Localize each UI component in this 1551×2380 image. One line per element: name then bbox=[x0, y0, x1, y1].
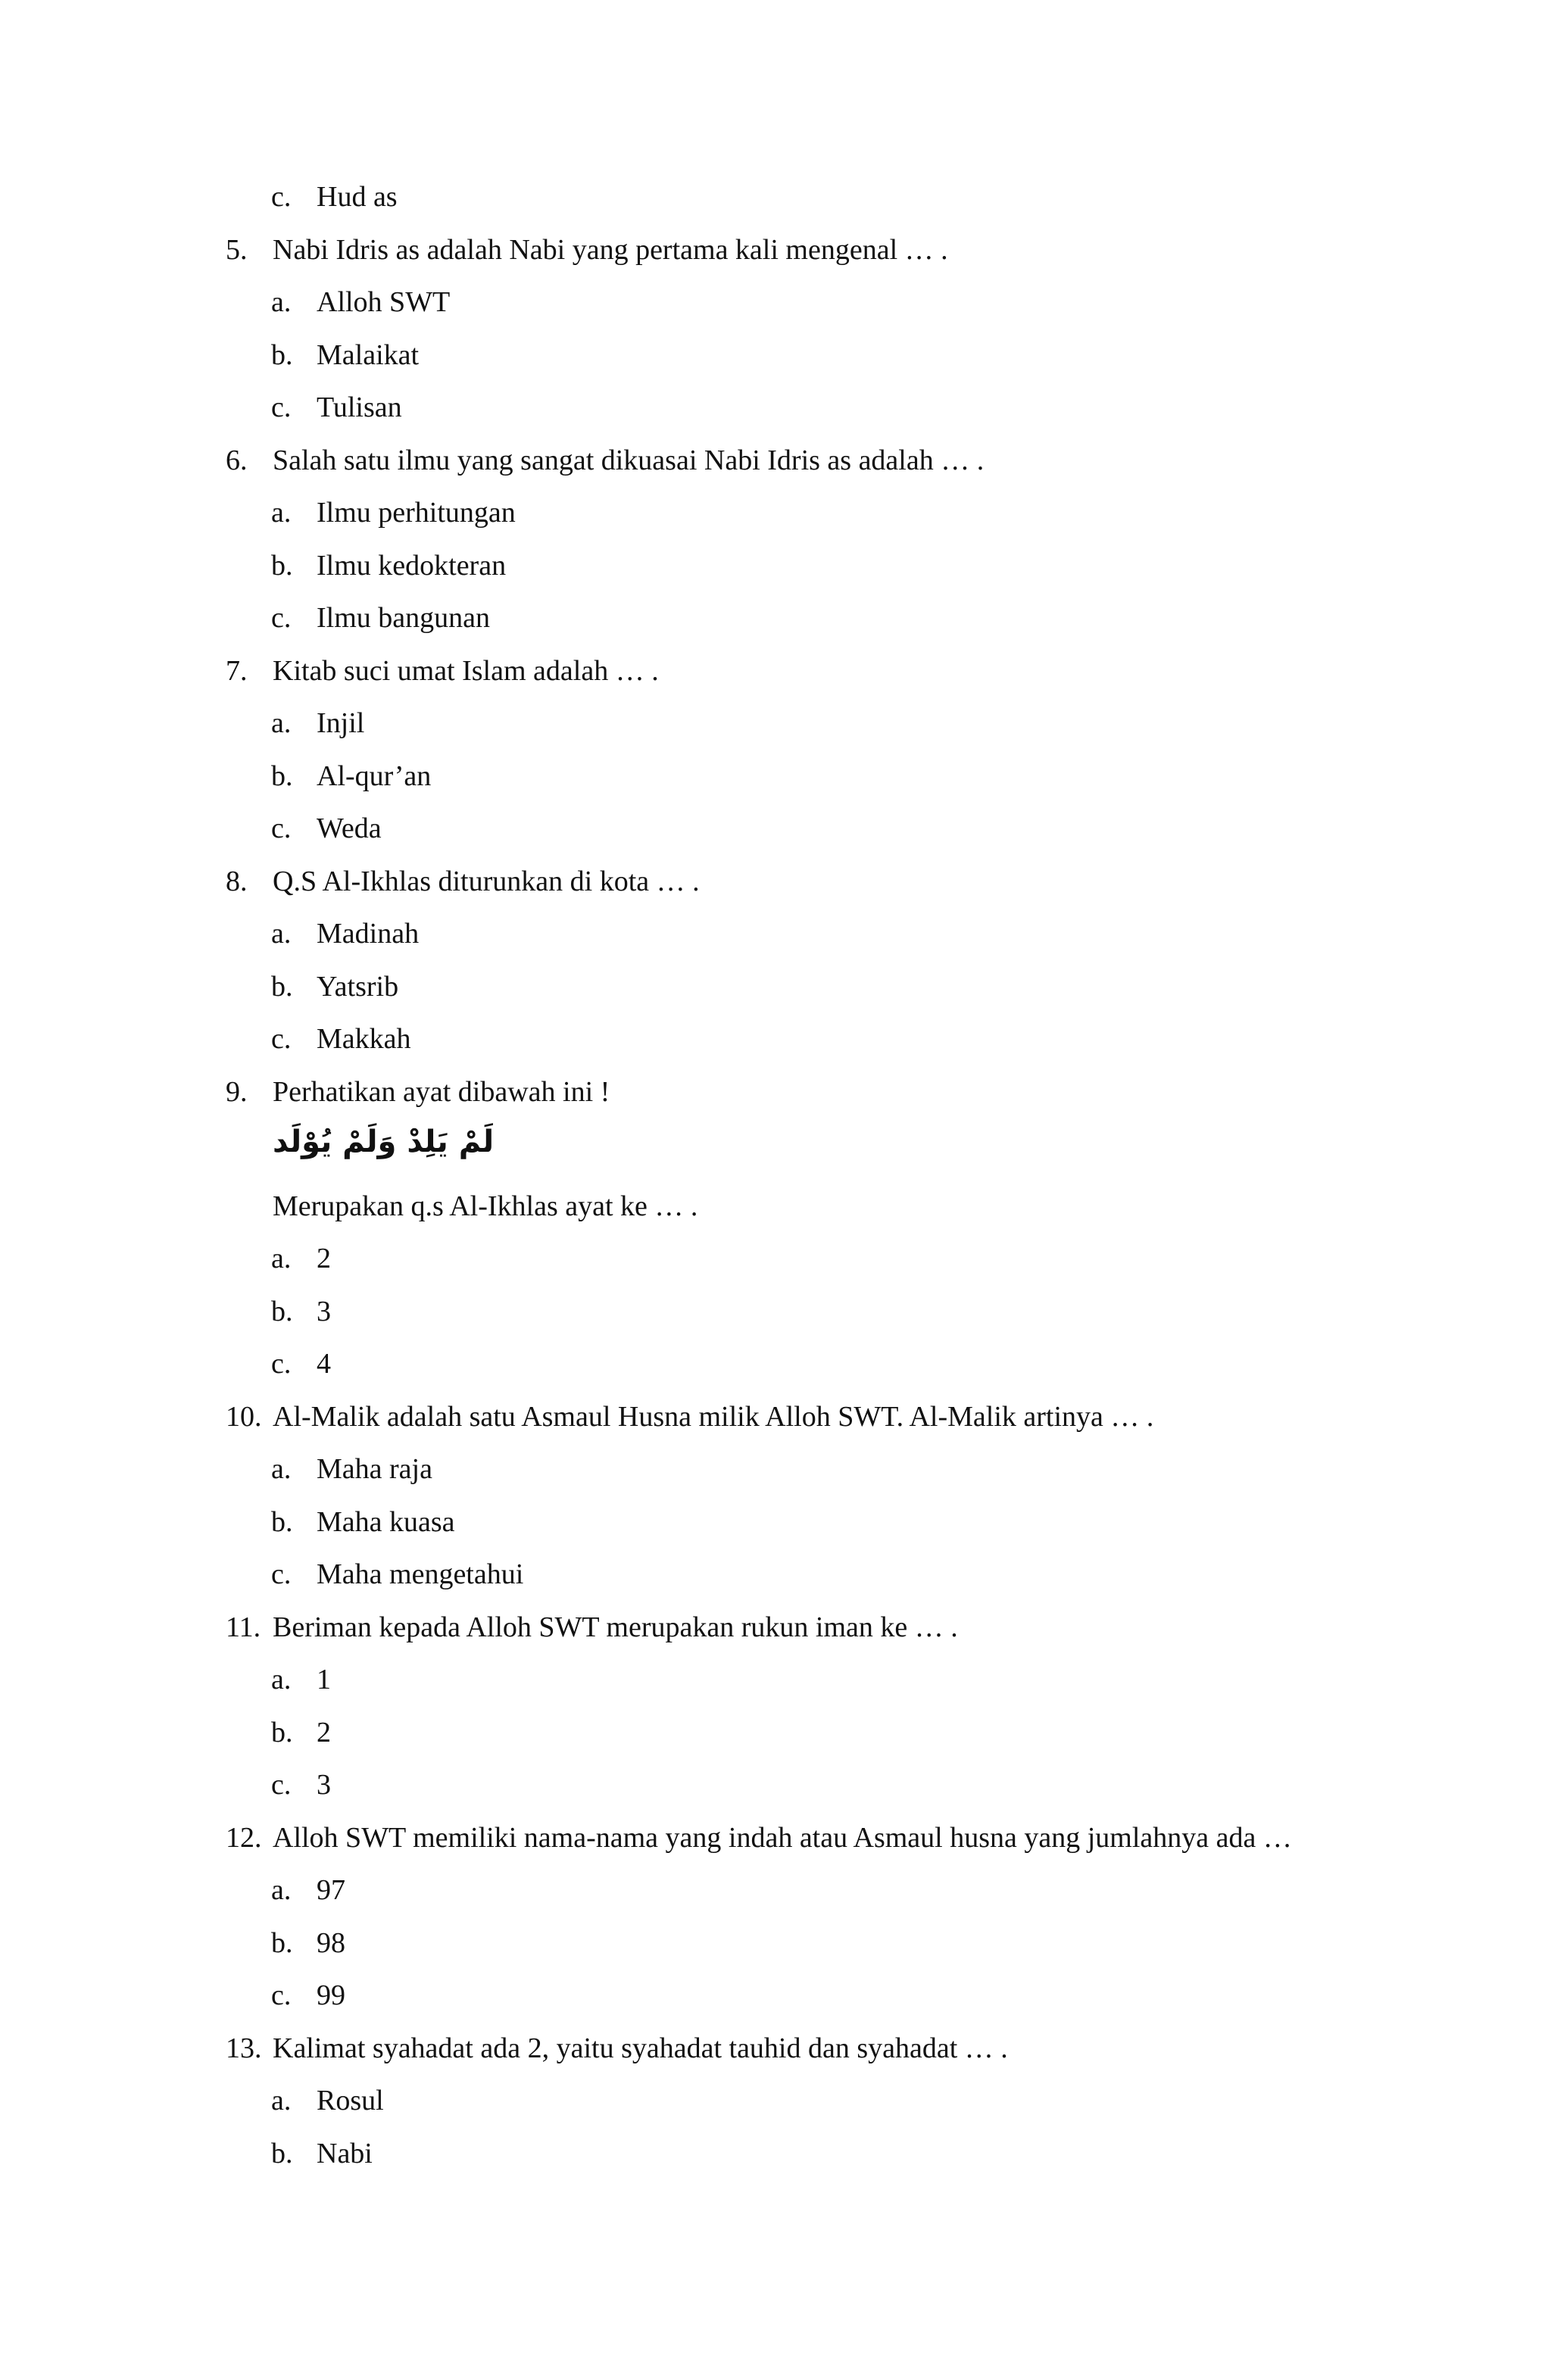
option-letter: a. bbox=[271, 1664, 292, 1695]
option-letter: b. bbox=[271, 1296, 293, 1327]
option-letter: c. bbox=[271, 181, 292, 213]
option-letter: b. bbox=[271, 2138, 293, 2169]
option-text: Nabi bbox=[317, 2138, 373, 2169]
option-letter: a. bbox=[271, 2085, 292, 2116]
question-text: Kitab suci umat Islam adalah … . bbox=[273, 655, 659, 687]
option-letter: a. bbox=[271, 286, 292, 318]
question-text: Kalimat syahadat ada 2, yaitu syahadat tauhid dan syahadat … . bbox=[273, 2032, 1008, 2064]
question-number: 5. bbox=[226, 234, 248, 266]
option-text: Yatsrib bbox=[317, 971, 399, 1003]
question-text: Alloh SWT memiliki nama-nama yang indah atau Asmaul husna yang jumlahnya ada … bbox=[273, 1822, 1292, 1854]
question-text: Nabi Idris as adalah Nabi yang pertama kali mengenal … . bbox=[273, 234, 948, 266]
option-text: 4 bbox=[317, 1348, 331, 1380]
option-text: 1 bbox=[317, 1664, 331, 1695]
option-text: Ilmu perhitungan bbox=[317, 497, 516, 529]
option-letter: b. bbox=[271, 339, 293, 371]
option-text: 2 bbox=[317, 1243, 331, 1274]
arabic-verse: لَمْ يَلِدْ وَلَمْ يُوْلَد bbox=[273, 1124, 495, 1159]
question-number: 12. bbox=[226, 1822, 262, 1854]
option-letter: c. bbox=[271, 1558, 292, 1590]
question-number: 11. bbox=[226, 1611, 261, 1643]
question-number: 8. bbox=[226, 866, 248, 897]
option-text: Maha raja bbox=[317, 1453, 432, 1485]
option-text: Maha mengetahui bbox=[317, 1558, 524, 1590]
option-text: 3 bbox=[317, 1296, 331, 1327]
option-text: 3 bbox=[317, 1769, 331, 1801]
option-letter: a. bbox=[271, 497, 292, 529]
option-text: Ilmu bangunan bbox=[317, 602, 491, 634]
option-letter: a. bbox=[271, 1874, 292, 1906]
option-letter: a. bbox=[271, 707, 292, 739]
option-letter: c. bbox=[271, 1979, 292, 2011]
option-letter: b. bbox=[271, 1717, 293, 1748]
question-number: 13. bbox=[226, 2032, 262, 2064]
option-text: 99 bbox=[317, 1979, 345, 2011]
option-text: Al-qur’an bbox=[317, 760, 432, 792]
question-number: 7. bbox=[226, 655, 248, 687]
option-letter: b. bbox=[271, 1506, 293, 1538]
question-continuation-text: Merupakan q.s Al-Ikhlas ayat ke … . bbox=[273, 1190, 698, 1222]
option-letter: c. bbox=[271, 1023, 292, 1055]
option-letter: b. bbox=[271, 760, 293, 792]
option-letter: a. bbox=[271, 918, 292, 950]
question-number: 10. bbox=[226, 1401, 262, 1433]
option-letter: a. bbox=[271, 1453, 292, 1485]
option-text: Alloh SWT bbox=[317, 286, 451, 318]
option-text: Injil bbox=[317, 707, 365, 739]
question-number: 6. bbox=[226, 444, 248, 476]
option-text: Hud as bbox=[317, 181, 398, 213]
option-text: Rosul bbox=[317, 2085, 384, 2116]
option-text: Weda bbox=[317, 813, 382, 844]
option-letter: c. bbox=[271, 1769, 292, 1801]
option-text: 2 bbox=[317, 1717, 331, 1748]
option-text: Makkah bbox=[317, 1023, 411, 1055]
option-text: 98 bbox=[317, 1927, 345, 1959]
option-letter: c. bbox=[271, 391, 292, 423]
option-text: 97 bbox=[317, 1874, 345, 1906]
option-letter: c. bbox=[271, 1348, 292, 1380]
option-letter: c. bbox=[271, 813, 292, 844]
option-letter: c. bbox=[271, 602, 292, 634]
option-text: Ilmu kedokteran bbox=[317, 550, 507, 582]
question-text: Perhatikan ayat dibawah ini ! bbox=[273, 1076, 610, 1108]
question-number: 9. bbox=[226, 1076, 248, 1108]
option-letter: a. bbox=[271, 1243, 292, 1274]
option-letter: b. bbox=[271, 971, 293, 1003]
question-text: Beriman kepada Alloh SWT merupakan rukun iman ke … . bbox=[273, 1611, 958, 1643]
option-text: Malaikat bbox=[317, 339, 420, 371]
question-text: Al-Malik adalah satu Asmaul Husna milik Alloh SWT. Al-Malik artinya … . bbox=[273, 1401, 1154, 1433]
question-text: Salah satu ilmu yang sangat dikuasai Nabi Idris as adalah … . bbox=[273, 444, 985, 476]
option-letter: b. bbox=[271, 550, 293, 582]
option-text: Tulisan bbox=[317, 391, 402, 423]
option-text: Madinah bbox=[317, 918, 420, 950]
option-letter: b. bbox=[271, 1927, 293, 1959]
question-text: Q.S Al-Ikhlas diturunkan di kota … . bbox=[273, 866, 700, 897]
option-text: Maha kuasa bbox=[317, 1506, 455, 1538]
